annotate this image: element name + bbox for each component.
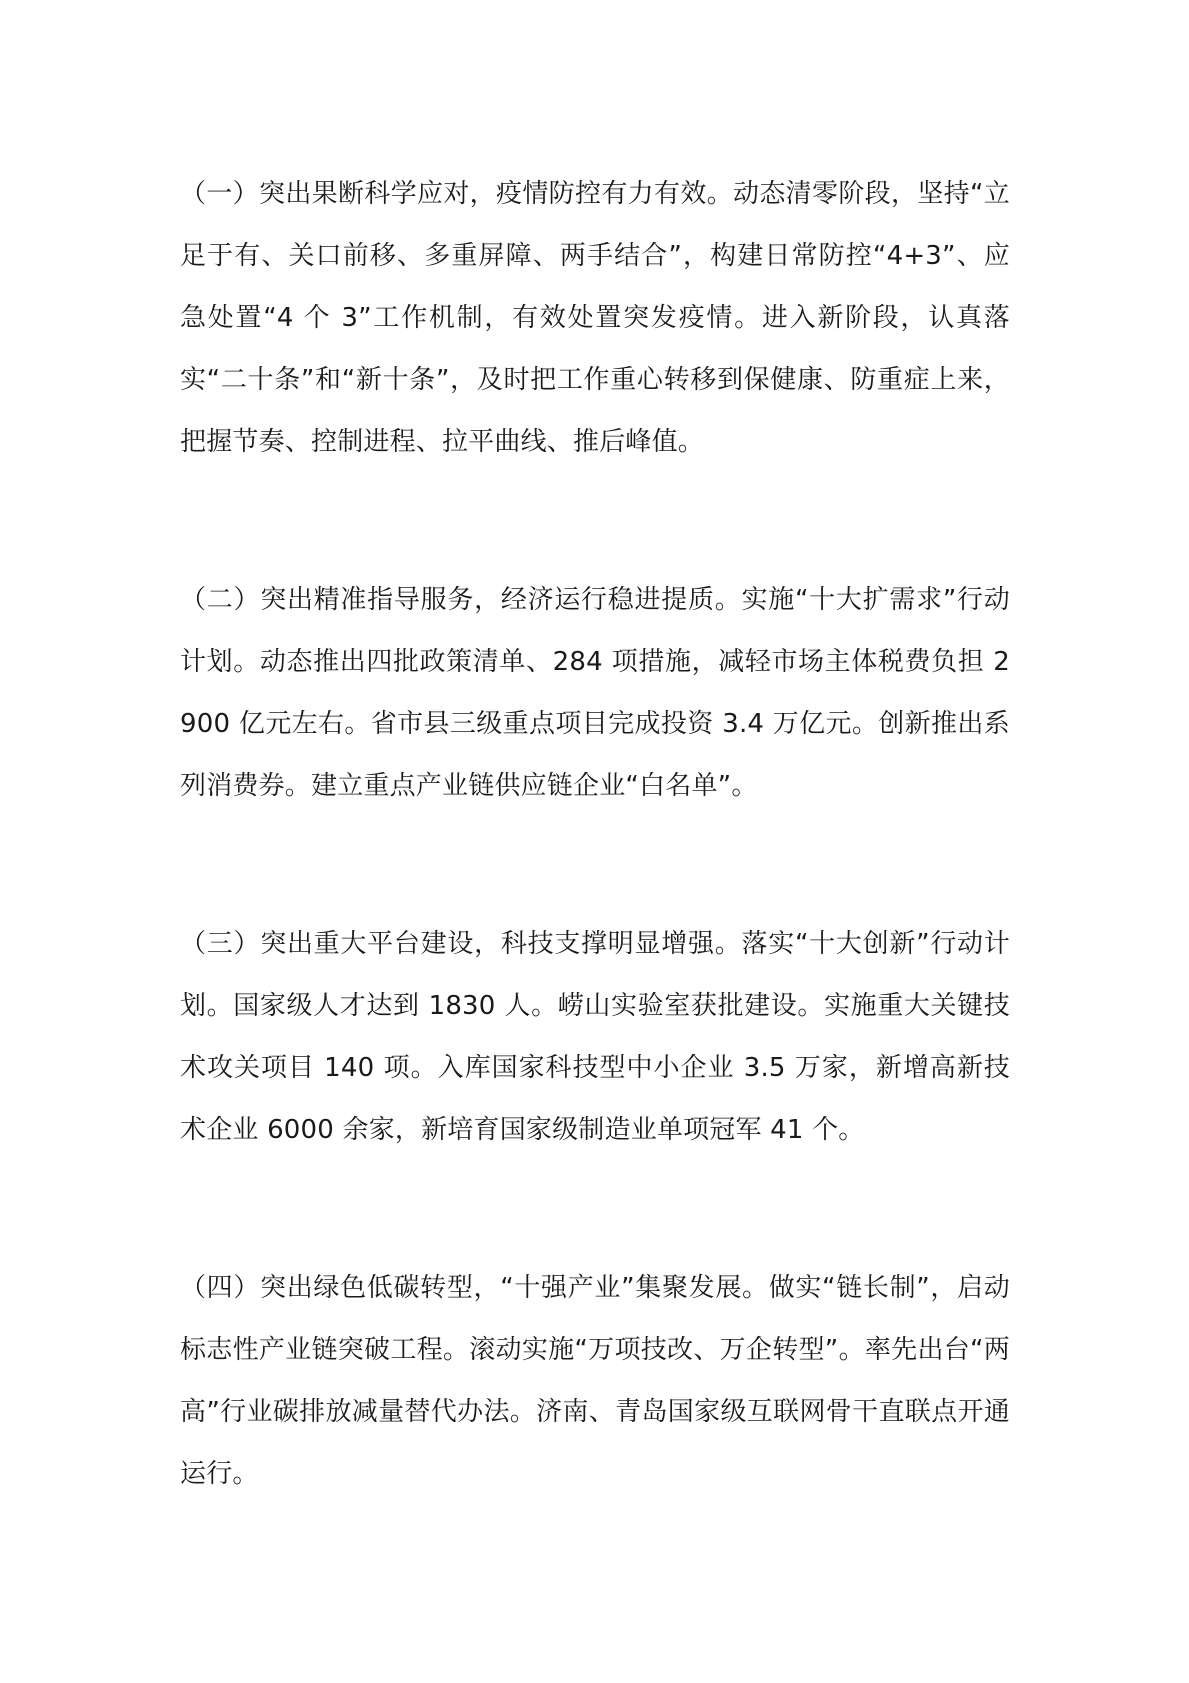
- document-body: [180, 163, 1010, 1505]
- paragraph-green-transition: （四）突出绿色低碳转型，“十强产业”集聚发展。做实“链长制”，启动标志性产业链突破工程。滚动实施“万项技改、万企转型”。率先出台“两高”行业碳排放减量替代办法。济南、青岛国家级互联网骨干直联点开通运行。: [180, 1273, 1010, 1489]
- paragraph-economy: （二）突出精准指导服务，经济运行稳进提质。实施“十大扩需求”行动计划。动态推出四批政策清单、284 项措施，减轻市场主体税费负担 2900 亿元左右。省市县三级重点项目完成投资 3.4 万亿元。创新推出系列消费券。建立重点产业链供应链企业“白名单”。: [180, 585, 1010, 801]
- paragraph-technology: （三）突出重大平台建设，科技支撑明显增强。落实“十大创新”行动计划。国家级人才达到 1830 人。崂山实验室获批建设。实施重大关键技术攻关项目 140 项。入库国家科技型中小企业 3.5 万家，新增高新技术企业 6000 余家，新培育国家级制造业单项冠军 41 个。: [180, 929, 1010, 1145]
- paragraph-epidemic-control: （一）突出果断科学应对，疫情防控有力有效。动态清零阶段，坚持“立足于有、关口前移、多重屏障、两手结合”，构建日常防控“4+3”、应急处置“4 个 3”工作机制，有效处置突发疫情。进入新阶段，认真落实“二十条”和“新十条”，及时把工作重心转移到保健康、防重症上来，把握节奏、控制进程、拉平曲线、推后峰值。: [180, 179, 1010, 457]
